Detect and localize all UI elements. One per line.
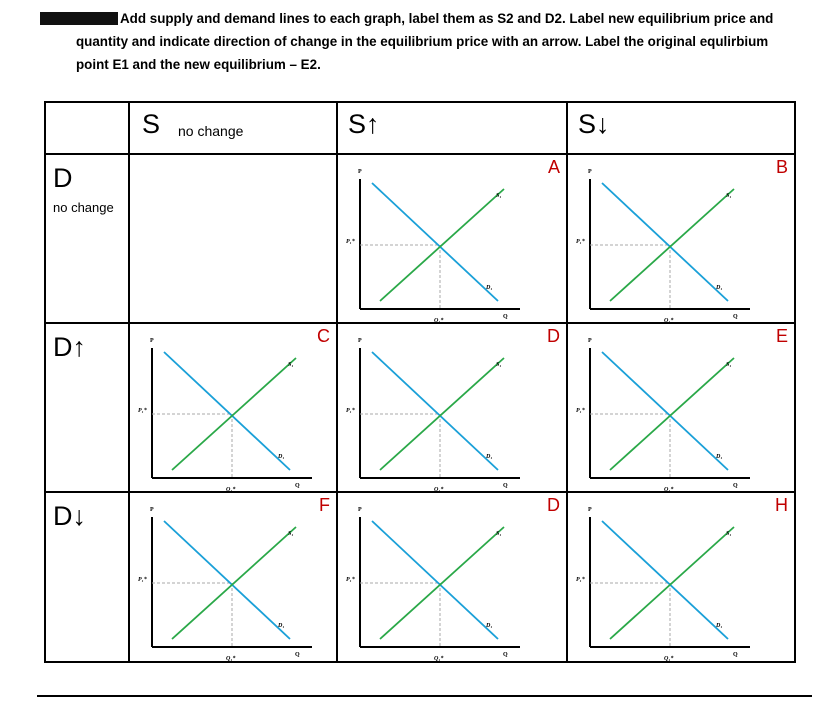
supply-demand-graph <box>572 328 772 493</box>
row-d-note: no change <box>53 200 114 215</box>
cell-r1c2 <box>337 154 567 323</box>
row-d-up <box>45 323 129 492</box>
equilibrium-price-label: P₁* <box>138 577 147 583</box>
demand-curve <box>372 521 498 639</box>
cell-r1c1 <box>129 154 337 323</box>
p-axis-label: P <box>588 507 592 513</box>
p-axis-label: P <box>150 507 154 513</box>
cell-r3c3 <box>567 492 795 662</box>
q-axis-label: Q <box>295 652 300 658</box>
demand-label: D₁ <box>486 454 493 460</box>
supply-label: S₁ <box>726 531 732 537</box>
q-axis-label: Q <box>503 652 508 658</box>
demand-label: D₁ <box>716 454 723 460</box>
p-axis-label: P <box>358 169 362 175</box>
cell-letter: D <box>547 495 560 515</box>
header-s-no-change <box>129 102 337 154</box>
demand-label: D₁ <box>278 623 285 629</box>
cell-letter: E <box>775 326 788 346</box>
supply-label: S₁ <box>496 362 502 368</box>
demand-curve <box>164 521 290 639</box>
header-s-down <box>567 102 795 154</box>
redacted-block <box>40 12 118 25</box>
supply-demand-graph <box>134 328 334 493</box>
instructions-line-2: quantity and indicate direction of change in the equilibrium price with an arrow. Label the original equlirbium <box>76 34 769 49</box>
cell-letter: F <box>319 495 330 515</box>
demand-curve <box>372 352 498 470</box>
cell-letter: H <box>775 495 788 515</box>
cell-r2c1 <box>129 323 337 492</box>
supply-demand-graph <box>342 328 542 493</box>
cell-r3c1 <box>129 492 337 662</box>
equilibrium-price-label: P₁* <box>346 577 355 583</box>
equilibrium-price-label: P₁* <box>576 239 585 245</box>
header-s-up <box>337 102 567 154</box>
cell-letter: C <box>317 326 330 346</box>
q-axis-label: Q <box>733 483 738 489</box>
scenario-grid <box>44 101 796 663</box>
p-axis-label: P <box>588 338 592 344</box>
supply-demand-graph <box>134 497 334 662</box>
corner-cell <box>45 102 129 154</box>
supply-label: S₁ <box>726 362 732 368</box>
q-axis-label: Q <box>733 652 738 658</box>
demand-label: D₁ <box>486 285 493 291</box>
equilibrium-quantity-label: Q₁* <box>664 487 674 493</box>
header-s-note: no change <box>178 123 244 139</box>
cell-letter: B <box>775 157 788 177</box>
equilibrium-quantity-label: Q₁* <box>664 318 674 324</box>
q-axis-label: Q <box>503 483 508 489</box>
q-axis-label: Q <box>733 314 738 320</box>
row-d-up-label: D↑ <box>53 332 86 362</box>
row-d-down-label: D↓ <box>53 501 86 531</box>
demand-curve <box>602 183 728 301</box>
supply-demand-graph <box>572 497 772 662</box>
equilibrium-quantity-label: Q₁* <box>434 318 444 324</box>
p-axis-label: P <box>358 507 362 513</box>
equilibrium-price-label: P₁* <box>346 239 355 245</box>
demand-curve <box>602 352 728 470</box>
demand-label: D₁ <box>716 623 723 629</box>
row-d-down <box>45 492 129 662</box>
header-s-up-label: S↑ <box>348 109 380 139</box>
bottom-rule <box>37 695 812 697</box>
demand-curve <box>602 521 728 639</box>
cell-r2c3 <box>567 323 795 492</box>
supply-label: S₁ <box>496 531 502 537</box>
equilibrium-price-label: P₁* <box>138 408 147 414</box>
supply-demand-graph <box>342 497 542 662</box>
instructions-line-3: point E1 and the new equilibrium – E2. <box>76 57 321 72</box>
cell-r2c2 <box>337 323 567 492</box>
demand-curve <box>372 183 498 301</box>
instructions <box>40 7 815 76</box>
demand-label: D₁ <box>486 623 493 629</box>
supply-label: S₁ <box>496 193 502 199</box>
equilibrium-price-label: P₁* <box>346 408 355 414</box>
equilibrium-quantity-label: Q₁* <box>664 656 674 662</box>
p-axis-label: P <box>588 169 592 175</box>
supply-label: S₁ <box>288 362 294 368</box>
instructions-line-1: Add supply and demand lines to each graph, label them as S2 and D2. Label new equilibrium price and <box>40 7 815 30</box>
demand-label: D₁ <box>716 285 723 291</box>
cell-letter: D <box>547 326 560 346</box>
equilibrium-price-label: P₁* <box>576 577 585 583</box>
row-d-no-change <box>45 154 129 323</box>
supply-label: S₁ <box>726 193 732 199</box>
equilibrium-price-label: P₁* <box>576 408 585 414</box>
demand-curve <box>164 352 290 470</box>
equilibrium-quantity-label: Q₁* <box>226 487 236 493</box>
p-axis-label: P <box>150 338 154 344</box>
demand-label: D₁ <box>278 454 285 460</box>
cell-r1c3 <box>567 154 795 323</box>
cell-r3c2 <box>337 492 567 662</box>
p-axis-label: P <box>358 338 362 344</box>
supply-demand-graph <box>342 159 542 324</box>
q-axis-label: Q <box>295 483 300 489</box>
q-axis-label: Q <box>503 314 508 320</box>
equilibrium-quantity-label: Q₁* <box>434 487 444 493</box>
cell-letter: A <box>547 157 560 177</box>
header-s-label: S <box>142 109 161 139</box>
header-s-down-label: S↓ <box>578 109 610 139</box>
row-d-label: D <box>53 163 73 193</box>
equilibrium-quantity-label: Q₁* <box>434 656 444 662</box>
supply-demand-graph <box>572 159 772 324</box>
equilibrium-quantity-label: Q₁* <box>226 656 236 662</box>
supply-label: S₁ <box>288 531 294 537</box>
